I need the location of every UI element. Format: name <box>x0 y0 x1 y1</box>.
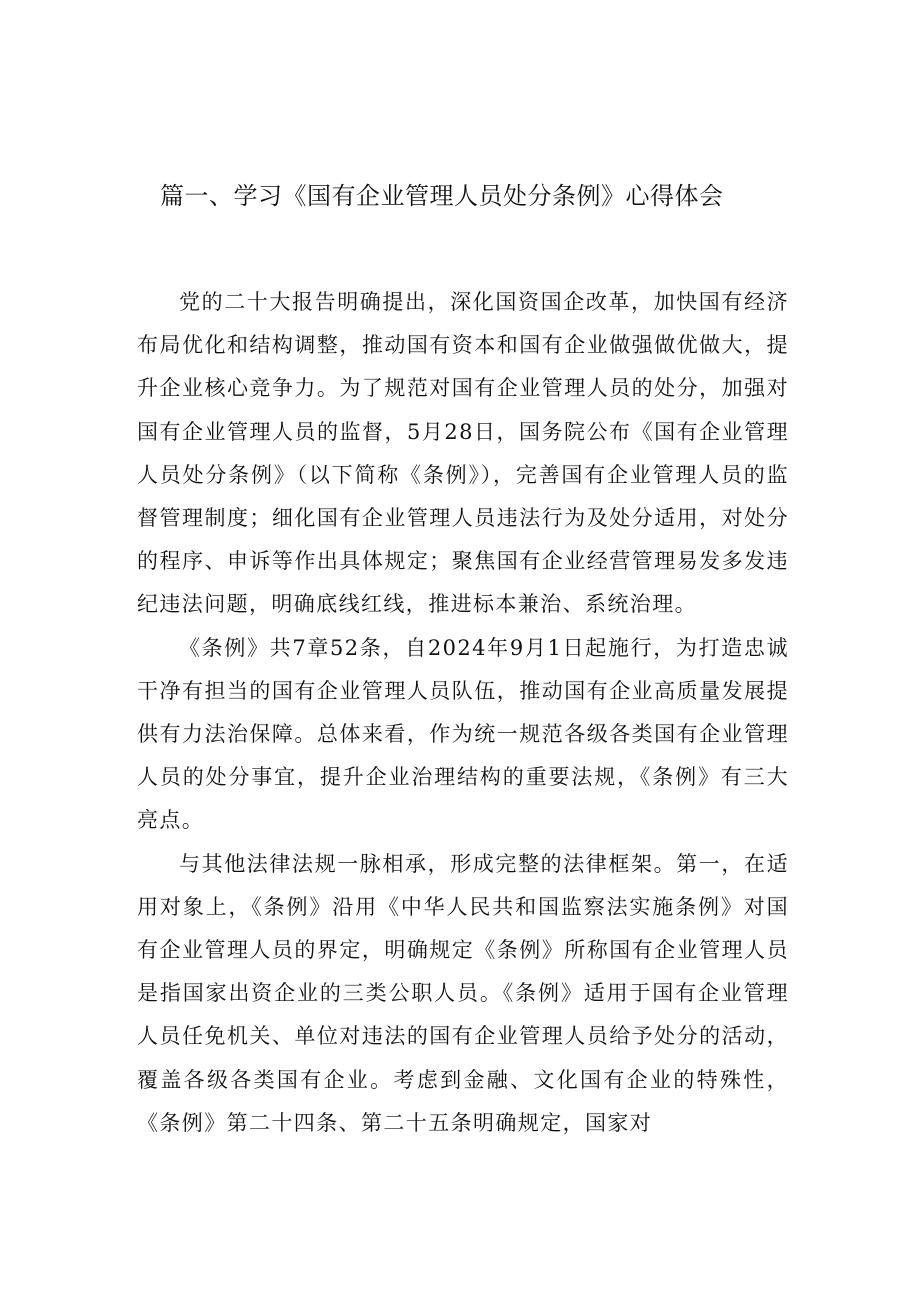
paragraph-3: 与其他法律法规一脉相承，形成完整的法律框架。第一，在适用对象上，《条例》沿用《中华人民共和国监察法实施条例》对国有企业管理人员的界定，明确规定《条例》所称国有企业管理人员是指国家出资企业的三类公职人员。《条例》适用于国有企业管理人员任免机关、单位对违法的国有企业管理人员给予处分的活动，覆盖各级各类国有企业。考虑到金融、文化国有企业的特殊性，《条例》第二十四条、第二十五条明确规定，国家对 <box>137 851 789 1135</box>
document-body <box>137 281 789 1145</box>
document-title: 篇一、学习《国有企业管理人员处分条例》心得体会 <box>160 182 724 210</box>
paragraph-2: 《条例》共7章52条，自2024年9月1日起施行，为打造忠诚干净有担当的国有企业管理人员队伍，推动国有企业高质量发展提供有力法治保障。总体来看，作为统一规范各级各类国有企业管理人员的处分事宜，提升企业治理结构的重要法规，《条例》有三大亮点。 <box>137 635 789 833</box>
paragraph-1: 党的二十大报告明确提出，深化国资国企改革，加快国有经济布局优化和结构调整，推动国有资本和国有企业做强做优做大，提升企业核心竞争力。为了规范对国有企业管理人员的处分，加强对国有企业管理人员的监督，5月28日，国务院公布《国有企业管理人员处分条例》（以下简称《条例》），完善国有企业管理人员的监督管理制度；细化国有企业管理人员违法行为及处分适用，对处分的程序、申诉等作出具体规定；聚焦国有企业经营管理易发多发违纪违法问题，明确底线红线，推进标本兼治、系统治理。 <box>137 290 789 617</box>
